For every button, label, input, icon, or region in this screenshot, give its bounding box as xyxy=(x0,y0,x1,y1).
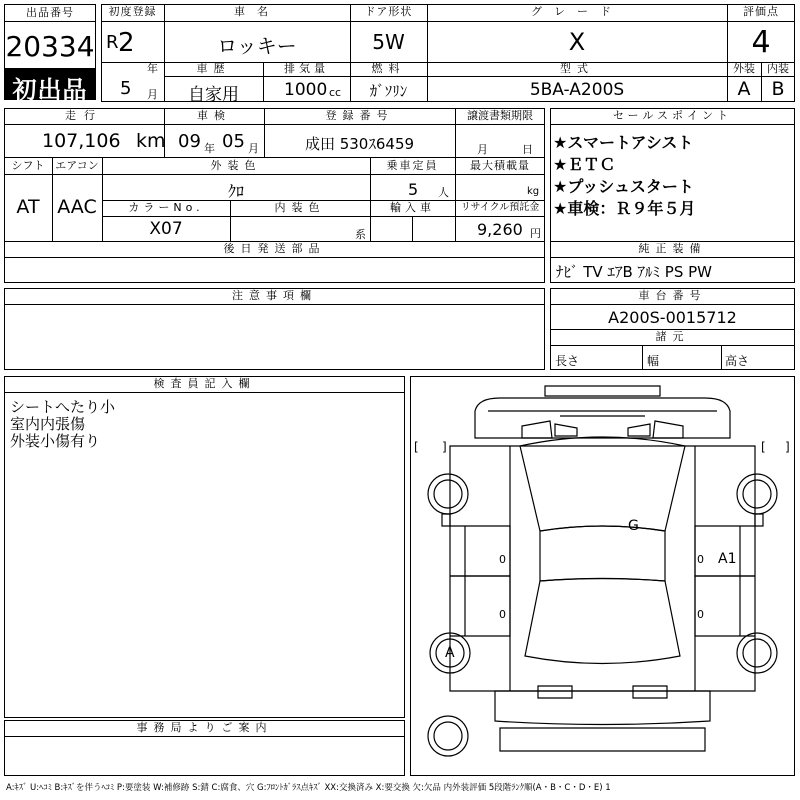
inspector-note: 室内内張傷 xyxy=(10,415,86,433)
capacity-value: 5 xyxy=(408,180,419,199)
mileage-value: 107,106 xyxy=(42,130,121,152)
capacity-unit: 人 xyxy=(438,186,449,199)
damage-mark-a: A xyxy=(445,645,455,661)
displacement-value: 1000 xyxy=(284,80,328,100)
door-type: 5W xyxy=(372,30,405,54)
lot-number-header: 出品番号 xyxy=(26,6,74,19)
fuel-value: ｶﾞｿﾘﾝ xyxy=(369,82,408,100)
sales-points-header: セールスポイント xyxy=(612,109,732,122)
transfer-day-unit: 日 xyxy=(522,143,533,156)
capacity-header: 乗車定員 xyxy=(386,159,439,172)
zero-mark: 0 xyxy=(697,553,704,566)
equipment-header: 純正装備 xyxy=(638,242,707,255)
inspection-month-unit: 月 xyxy=(248,142,259,155)
damage-mark-g: G xyxy=(628,518,639,534)
sales-point-item: ★スマートアシスト xyxy=(553,133,694,152)
interior-color-unit: 系 xyxy=(355,228,366,241)
right-rear-door xyxy=(695,576,755,636)
body-outline xyxy=(450,446,755,691)
sales-point-item: ★ＥＴＣ xyxy=(553,155,616,174)
shift-value: AT xyxy=(16,196,40,218)
door-header: ドア形状 xyxy=(364,5,413,18)
rear-window-outline xyxy=(525,579,680,664)
exterior-grade-header: 外装 xyxy=(733,62,755,75)
dimension-length-label: 長さ xyxy=(555,354,580,368)
plate-number: 成田 530ｽ6459 xyxy=(304,135,415,153)
recycle-value: 9,260 xyxy=(477,220,523,239)
inspection-year-unit: 年 xyxy=(204,142,215,155)
model-code-header: 型式 xyxy=(560,62,594,75)
car-name: ロッキー xyxy=(217,34,297,58)
sales-point-item: ★プッシュスタート xyxy=(553,177,694,196)
era-label: R xyxy=(106,32,119,53)
windshield-outline xyxy=(520,437,685,531)
front-left-light xyxy=(522,421,552,438)
inspection-month: 05 xyxy=(222,131,245,152)
first-registration-header: 初度登録 xyxy=(108,5,157,18)
recycle-unit: 円 xyxy=(530,227,541,240)
interior-grade-header: 内装 xyxy=(767,62,789,75)
chassis-number: A200S-0015712 xyxy=(608,308,737,327)
roof-outline xyxy=(540,526,665,581)
chassis-header: 車台番号 xyxy=(638,289,707,302)
damage-mark-a1: A1 xyxy=(718,551,737,567)
color-no-header: カラーNo. xyxy=(128,201,204,214)
inspector-header: 検査員記入欄 xyxy=(153,377,256,390)
history-header: 車歴 xyxy=(196,62,231,75)
sales-point-item: ★車検：Ｒ９年５月 xyxy=(553,199,696,218)
left-bracket-close: ] xyxy=(442,440,447,454)
max-load-unit: kg xyxy=(527,186,540,197)
zero-mark: 0 xyxy=(499,608,506,621)
car-name-header: 車名 xyxy=(234,5,280,18)
equipment-list: ﾅﾋﾞ TV ｴｱB ｱﾙﾐ PS PW xyxy=(556,263,712,281)
first-listing-badge: 初出品 xyxy=(4,68,96,100)
zero-mark: 0 xyxy=(499,553,506,566)
displacement-header: 排気量 xyxy=(284,62,329,75)
lot-number-block xyxy=(4,4,96,104)
notes-header: 注意事項欄 xyxy=(232,289,317,302)
grade-header: グレード xyxy=(531,5,623,18)
color-no: X07 xyxy=(149,219,183,239)
inspector-note: シートへたり小 xyxy=(10,398,116,416)
lot-number: 20334 xyxy=(5,30,95,63)
left-bracket-open: [ xyxy=(414,440,419,454)
right-bracket-close: ] xyxy=(785,440,790,454)
dimensions-header: 諸元 xyxy=(655,330,690,343)
inspector-note: 外装小傷有り xyxy=(10,432,101,450)
history-value: 自家用 xyxy=(188,85,239,105)
exterior-color: ｸﾛ xyxy=(227,182,244,201)
dimension-height-label: 高さ xyxy=(725,354,750,368)
later-parts-header: 後日発送部品 xyxy=(223,242,326,255)
plate-header: 登録番号 xyxy=(325,109,394,122)
transfer-month-unit: 月 xyxy=(477,143,488,156)
vehicle-details-grid xyxy=(4,108,545,242)
transfer-docs-header: 譲渡書類期限 xyxy=(467,109,533,122)
interior-grade: B xyxy=(771,78,785,100)
rear-bumper-outline xyxy=(495,691,710,725)
grade-value: X xyxy=(568,28,586,56)
left-front-door xyxy=(450,526,510,576)
left-rear-door xyxy=(450,576,510,636)
hood-outline xyxy=(475,398,730,438)
aircon-value: AAC xyxy=(57,196,97,218)
registration-year: 2 xyxy=(118,28,135,58)
displacement-unit: cc xyxy=(329,86,342,99)
shift-header: シフト xyxy=(11,159,45,172)
recycle-header: リサイクル預託金 xyxy=(460,202,540,213)
zero-mark: 0 xyxy=(697,608,704,621)
import-header: 輸入車 xyxy=(390,201,435,214)
mileage-header: 走行 xyxy=(65,109,103,122)
dimension-width-label: 幅 xyxy=(647,354,660,368)
exterior-color-header: 外装色 xyxy=(210,159,262,172)
registration-year-unit: 年 xyxy=(147,62,158,75)
max-load-header: 最大積載量 xyxy=(470,159,530,172)
inspection-year: 09 xyxy=(178,131,201,152)
registration-month: 5 xyxy=(120,78,132,99)
car-diagram xyxy=(410,376,795,776)
score-value: 4 xyxy=(751,25,771,60)
model-code: 5BA-A200S xyxy=(529,80,625,100)
mileage-unit: km xyxy=(136,130,166,152)
interior-color-header: 内装色 xyxy=(274,201,326,214)
registration-month-unit: 月 xyxy=(147,88,158,101)
fuel-header: 燃料 xyxy=(371,62,406,75)
office-header: 事務局よりご案内 xyxy=(136,721,273,734)
inspection-header: 車検 xyxy=(197,109,231,122)
exterior-grade: A xyxy=(737,78,751,100)
score-header: 評価点 xyxy=(743,5,779,18)
legend-text: A:ｷｽﾞ U:ﾍｺﾐ B:ｷｽﾞを伴うﾍｺﾐ P:要塗装 W:補修跡 S:錆 C:腐食、穴 G:ﾌﾛﾝﾄｶﾞﾗｽ点ｷｽﾞ XX:交換済み X:要交換 欠:欠品 内外装評価 5段階ﾗﾝｸ順(A・B・C・D・E) 1 xyxy=(6,783,611,793)
front-right-light xyxy=(653,421,683,438)
right-bracket-open: [ xyxy=(761,440,766,454)
front-bumper-outline xyxy=(545,386,660,396)
aircon-header: エアコン xyxy=(55,159,99,172)
